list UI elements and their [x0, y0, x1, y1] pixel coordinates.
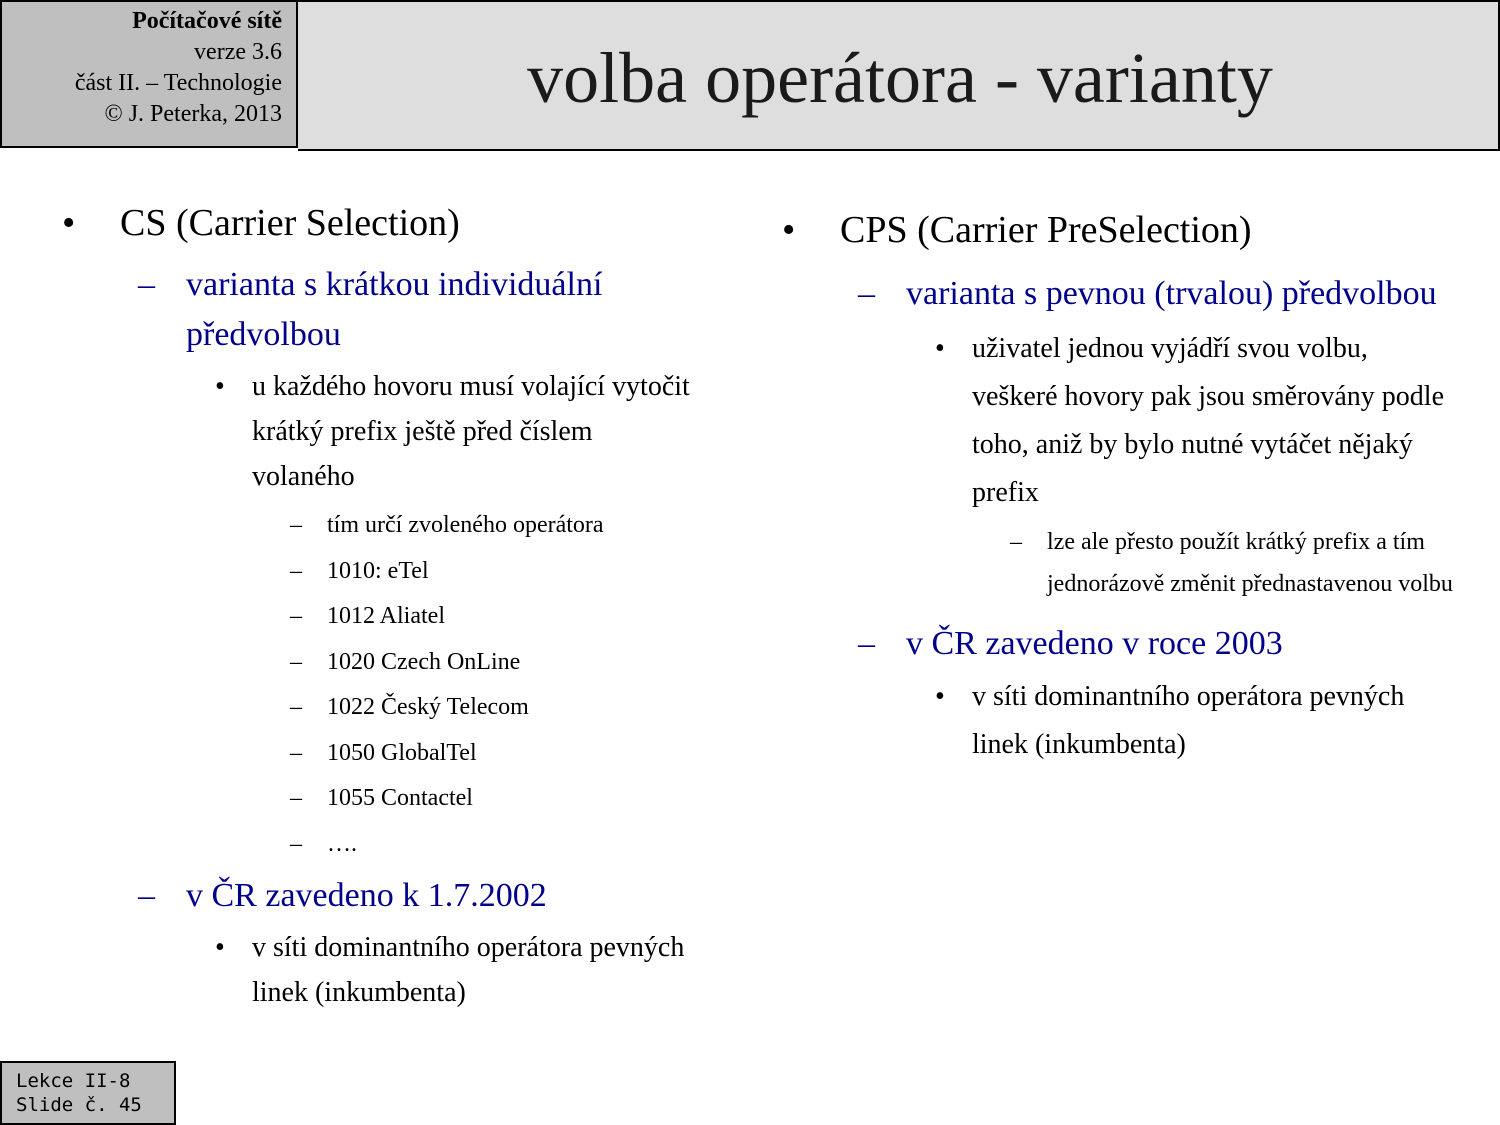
- cs-heading: CS (Carrier Selection): [120, 202, 460, 244]
- lecture-slide-box: [0, 1061, 176, 1125]
- lecture-label: Lekce II-8: [16, 1070, 131, 1092]
- dash-marker: –: [290, 785, 302, 811]
- cps-introduced-item: [780, 619, 1480, 669]
- dash-marker: –: [290, 603, 302, 629]
- slide-title-box: [298, 0, 1500, 151]
- list-item: [60, 640, 690, 686]
- left-column: [60, 198, 690, 1019]
- cps-heading-item: [780, 205, 1480, 255]
- list-item-text: ….: [327, 830, 357, 857]
- cps-description-item: [780, 325, 1452, 517]
- cps-scope-item: [780, 673, 1412, 769]
- course-name: Počítačové sítě: [132, 8, 282, 34]
- cps-note-item: [780, 521, 1477, 605]
- course-info-box: [0, 0, 298, 148]
- cs-introduced-text: v ČR zavedeno k 1.7.2002: [186, 877, 547, 914]
- course-version: verze 3.6: [194, 39, 282, 65]
- list-item-text: 1010: eTel: [327, 557, 429, 584]
- list-item: [60, 685, 690, 731]
- dash-marker: –: [290, 739, 302, 766]
- list-item: [60, 822, 690, 868]
- list-item: [60, 731, 690, 777]
- list-item-text: 1050 GlobalTel: [327, 739, 477, 766]
- dash-marker: –: [290, 648, 302, 675]
- dash-marker: –: [138, 877, 155, 914]
- cs-description-item: [60, 364, 690, 499]
- cps-note-text: lze ale přesto použít krátký prefix a tím jednorázově změnit přednastavenou volbu: [1047, 529, 1453, 597]
- cs-variant-item: [60, 260, 690, 360]
- course-copyright: © J. Peterka, 2013: [104, 101, 282, 127]
- list-item-text: tím určí zvoleného operátora: [327, 512, 604, 538]
- dash-marker: –: [858, 625, 875, 662]
- bullet-marker: •: [215, 371, 225, 402]
- dash-marker: –: [290, 830, 302, 857]
- list-item: [60, 776, 690, 822]
- cs-scope-item: [60, 925, 690, 1015]
- dash-marker: –: [290, 557, 302, 584]
- bullet-marker: •: [62, 202, 76, 244]
- dash-marker: –: [858, 275, 875, 312]
- cs-scope-text: v síti dominantního operátora pevných linek (inkumbenta): [252, 932, 685, 1008]
- cps-scope-text: v síti dominantního operátora pevných linek (inkumbenta): [972, 681, 1405, 760]
- bullet-marker: •: [935, 681, 945, 712]
- list-item: [60, 503, 690, 549]
- bullet-marker: •: [782, 209, 796, 251]
- bullet-marker: •: [935, 333, 945, 364]
- dash-marker: –: [290, 694, 302, 720]
- list-item-text: 1055 Contactel: [327, 785, 473, 811]
- slide-title: volba operátora - varianty: [527, 38, 1273, 118]
- list-item-text: 1012 Aliatel: [327, 603, 445, 629]
- list-item-text: 1020 Czech OnLine: [327, 648, 521, 675]
- cps-description-text: uživatel jednou vyjádří svou volbu, veškeré hovory pak jsou směrovány podle toho, aniž by bylo nutné vytáčet nějaký prefix: [972, 333, 1444, 508]
- list-item-text: 1022 Český Telecom: [327, 694, 529, 720]
- cps-variant-item: [780, 267, 1480, 321]
- dash-marker: –: [1010, 529, 1022, 555]
- cps-introduced-text: v ČR zavedeno v roce 2003: [906, 625, 1283, 662]
- dash-marker: –: [138, 266, 155, 303]
- list-item: [60, 594, 690, 640]
- right-column: [780, 205, 1480, 773]
- cps-variant-text: varianta s pevnou (trvalou) předvolbou: [906, 275, 1437, 312]
- bullet-marker: •: [215, 932, 225, 963]
- dash-marker: –: [290, 512, 302, 538]
- cs-introduced-item: [60, 871, 690, 921]
- cs-variant-text: varianta s krátkou individuální předvolbou: [186, 266, 603, 353]
- cs-description-text: u každého hovoru musí volající vytočit krátký prefix ještě před číslem volaného: [252, 371, 690, 492]
- cps-heading: CPS (Carrier PreSelection): [840, 209, 1252, 251]
- slide-number: Slide č. 45: [16, 1094, 142, 1116]
- cs-heading-item: [60, 198, 690, 248]
- course-part: část II. – Technologie: [74, 70, 282, 96]
- list-item: [60, 549, 690, 595]
